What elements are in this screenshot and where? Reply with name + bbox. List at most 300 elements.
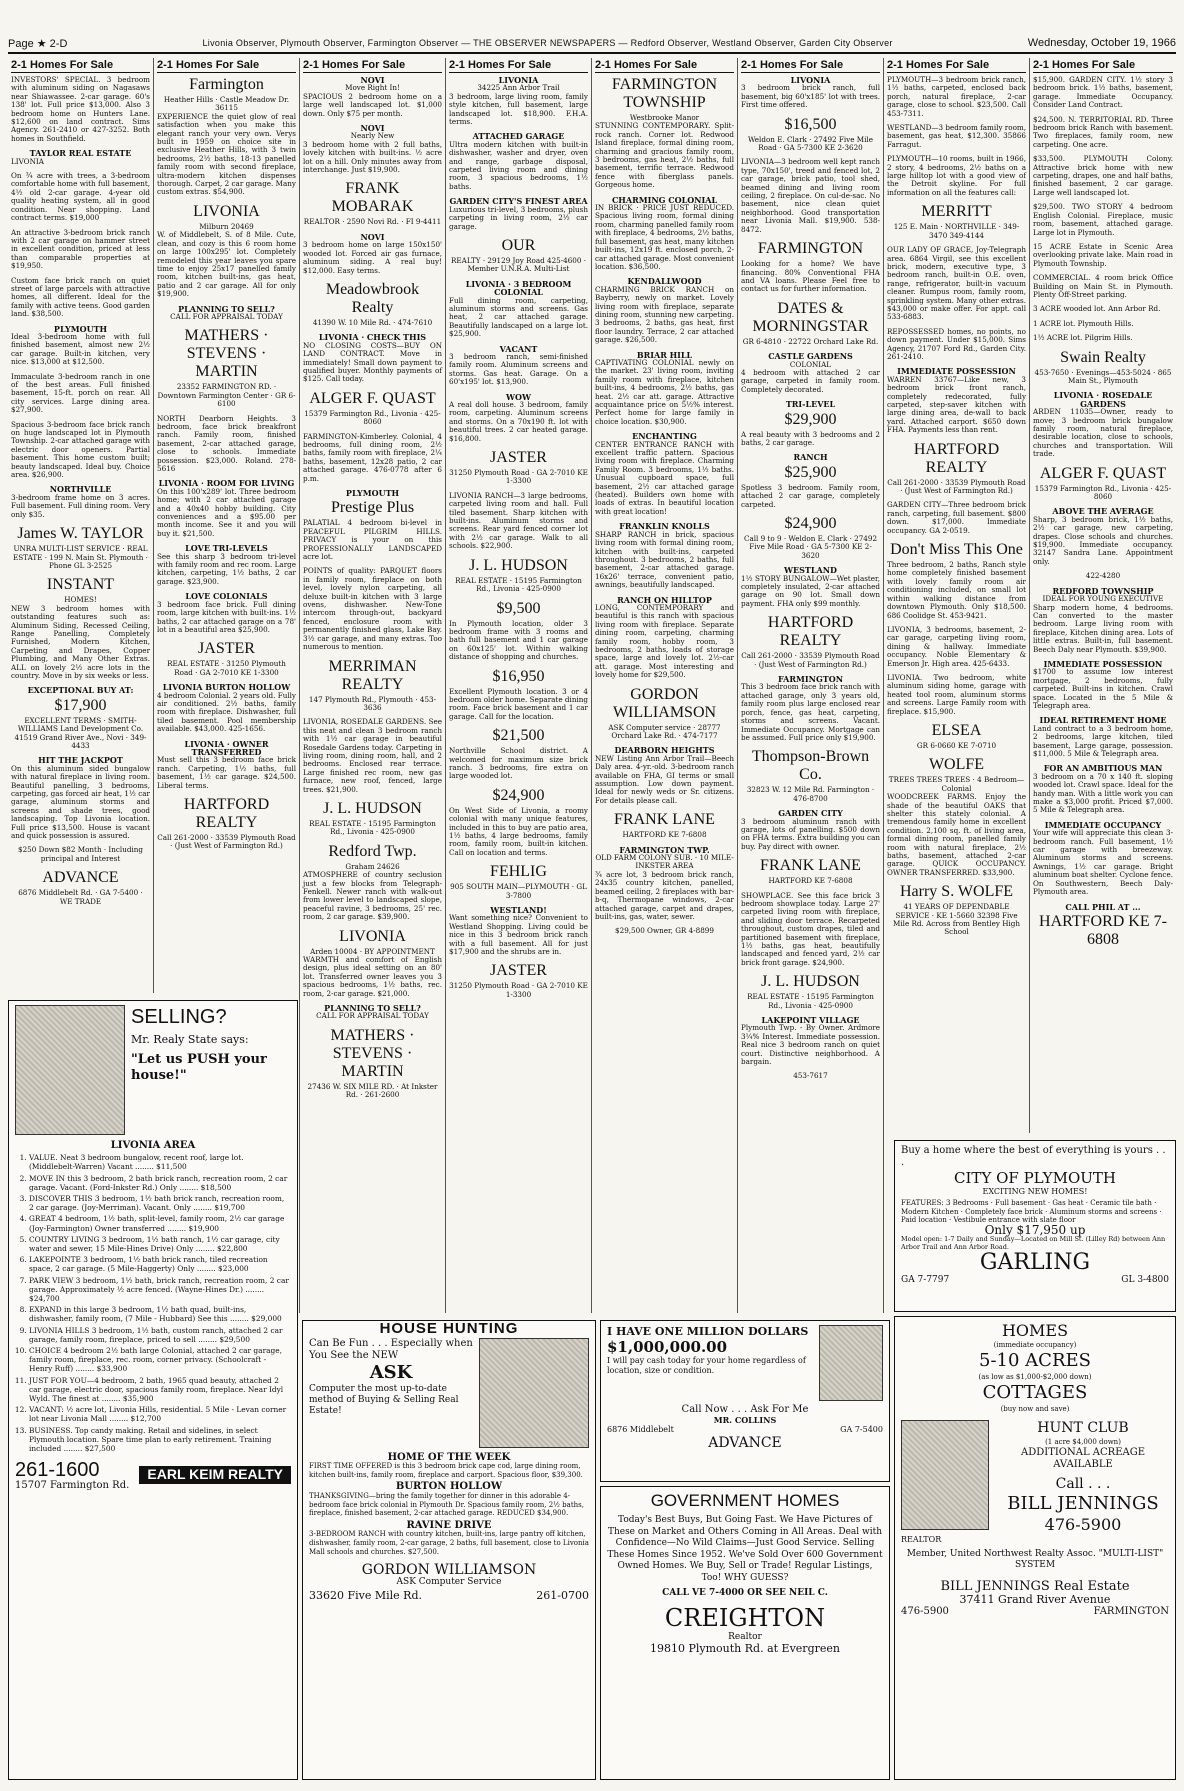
classified-ad bbox=[887, 76, 1026, 118]
ad-body: 3 bedroom on a 70 x 140 ft. sloping wooded lot. Crawl space. Ideal for the handy man. With a little work you can make a $3,000 profit. Priced $7,000. 5 Mile & Telegraph area. bbox=[1033, 771, 1173, 815]
ad-display-name: Prestige Plus bbox=[330, 499, 415, 517]
ad-contact: 34225 Ann Arbor Trail bbox=[477, 83, 560, 93]
plymouth-intro: Buy a home where the best of everything is yours . . . bbox=[901, 1145, 1166, 1168]
ad-heading: NOVI bbox=[360, 231, 385, 242]
classified-ad bbox=[595, 196, 734, 272]
jennings-immediate: (immediate occupancy) bbox=[993, 1341, 1077, 1349]
classified-ad bbox=[157, 640, 296, 677]
plymouth-exciting: EXCITING NEW HOMES! bbox=[982, 1187, 1088, 1196]
classified-ad bbox=[449, 863, 588, 900]
ad-body: COMMERCIAL. 4 room brick Office Building on Main St. in Plymouth. Plenty Off-Street parking. bbox=[1033, 273, 1173, 299]
ad-contact: CALL FOR APPRAISAL TODAY bbox=[170, 311, 283, 321]
jennings-firm: BILL JENNINGS Real Estate bbox=[940, 1579, 1130, 1594]
ad-body: 15 ACRE Estate in Scenic Area overlooking private lake. Main road in Plymouth Township. bbox=[1033, 241, 1173, 268]
classified-ad bbox=[303, 180, 442, 226]
million-dollars-ad bbox=[600, 1320, 890, 1482]
classified-ad bbox=[303, 124, 442, 174]
ad-heading: KENDALLWOOD bbox=[627, 276, 702, 287]
ad-body: See this sharp 3 bedroom tri-level with family room and rec room. Large kitchen, carpeting, 1½ baths, 2 car garage. $23,900. bbox=[157, 551, 296, 586]
ad-body: Immaculate 3-bedroom ranch in one of the best areas. Full finished basement, 15-ft. porch on rear. All city services. Large dining area. $27,900. bbox=[11, 371, 150, 415]
classified-ad bbox=[741, 453, 880, 509]
masthead-title: Livonia Observer, Plymouth Observer, Farmington Observer — THE OBSERVER NEWSPAPERS — Redford Observer, Westland Observer, Garden City Observer bbox=[202, 38, 893, 48]
page-number: Page ★ 2-D bbox=[8, 37, 68, 50]
ad-body: Land contract to a 3 bedroom home, 2 bedrooms, large kitchen, tiled basement, Large garage, possession. $11,000. 5 Mile & Telegraph area. bbox=[1033, 723, 1173, 758]
classified-ad bbox=[741, 675, 880, 742]
ad-display-name: DATES & MORNINGSTAR bbox=[752, 299, 869, 335]
ad-heading: CHARMING COLONIAL bbox=[611, 194, 718, 205]
ad-display-name: Swain Realty bbox=[1060, 348, 1146, 366]
ad-body: 3 bedroom aluminum ranch with garage, lots of panelling. $500 down on FHA terms. Extra building you can buy. Pay direct with owner. bbox=[741, 816, 880, 851]
classified-ad bbox=[1033, 76, 1173, 110]
ad-display-name: $21,500 bbox=[492, 727, 545, 745]
ad-heading: LIVONIA bbox=[790, 75, 831, 85]
ad-heading: PLANNING TO SELL? bbox=[324, 1003, 421, 1014]
classified-ad bbox=[11, 576, 150, 680]
ad-display-name: Farmington bbox=[189, 76, 264, 93]
bill-jennings-ad bbox=[894, 1316, 1176, 1780]
jennings-member: Member, United Northwest Realty Assoc. "MULTI-LIST" SYSTEM bbox=[906, 1549, 1164, 1570]
classified-ad bbox=[741, 1072, 880, 1080]
ad-display-name: ALGER F. QUAST bbox=[1039, 464, 1167, 482]
ad-heading: LIVONIA · ROOM FOR LIVING bbox=[158, 478, 295, 489]
ad-body: Custom face brick ranch on quiet street of large parcels with attractive homes, all different. Ideal for the family with active teens. Good garden land. $38,500. bbox=[11, 275, 150, 319]
ad-body: 3 bedroom face brick. Full dining room, large kitchen with built-ins. 1½ baths, 2 car attached garage on a 78' lot in a beautiful area $25,900. bbox=[157, 599, 296, 634]
classified-ad bbox=[595, 811, 734, 839]
ad-display-name: WOLFE bbox=[928, 756, 985, 774]
classified-column bbox=[8, 58, 154, 993]
classified-ad bbox=[157, 76, 296, 197]
million-headline: I HAVE ONE MILLION DOLLARS bbox=[607, 1325, 809, 1338]
listing-item: 10. CHOICE 4 bedroom 2½ bath large Colonial, attached 2 car garage, family room, fireplace, rec. room, corner privacy. (Schoolcraft - Henry Ruff) ........ $33,900 bbox=[29, 1346, 291, 1374]
garling-phone-2: GL 3-4800 bbox=[1121, 1274, 1169, 1285]
classified-ad bbox=[741, 116, 880, 153]
ad-body: ¾ acre lot, 3 bedroom brick ranch, 24x35 country kitchen, panelled, beamed ceiling, 2 fireplaces with bar-b-q, Thermopane windows, 2-car attached garage, carpet and drapes, built-ins, gas, water, sewer. bbox=[595, 869, 734, 921]
ad-body: CENTER ENTRANCE RANCH with excellent traffic pattern. Spacious living room with fireplace. Charming Family Room. 3 bedrooms, 1½ baths. Unusual cupboard space, full basement, 2½ car attached garage (heated). Builders own home with loads of extras. In beautiful location with great location! bbox=[595, 439, 734, 516]
listing-item: 6. LAKEPOINTE 3 bedroom, 1½ bath brick ranch, tiled recreation space, 2 car garage. (5 Mile-Haggerty) Only ........ $23,000 bbox=[29, 1255, 291, 1273]
ad-heading: PLANNING TO SELL? bbox=[178, 303, 275, 314]
ad-display-name: Meadowbrook Realty bbox=[325, 280, 420, 316]
ad-body: Northville School district. A welcomed for maximum size brick ranch. 3 bedrooms, fire extra on large wooded lot. bbox=[449, 746, 588, 781]
ad-heading: WESTLAND! bbox=[490, 905, 547, 916]
classified-ad bbox=[1033, 274, 1173, 299]
ad-body: 3-bedroom frame home on 3 acres. Full basement. Full dining room. Very only $35. bbox=[11, 492, 150, 519]
ad-body: 3 bedroom ranch, semi-finished family room. Aluminum screens and storms. Gas heat. Garage. On a 60'x195' lot. $13,900. bbox=[449, 351, 588, 387]
ad-body: SHOWPLACE. See this face brick 3 bedroom showplace today. Large 27' carpeted living room with fireplace, and sliding door terrace. Recarpeted throughout, custom drapes, tiled and partitioned basement with fireplace, 1½ baths, gas heat, beautifully landscaped and fenced yard, 2½ car brick front garage. $24,900. bbox=[741, 890, 880, 967]
garling-name: GARLING bbox=[979, 1249, 1091, 1275]
column-heading: 2-1 Homes For Sale bbox=[303, 58, 442, 73]
classified-ad bbox=[303, 567, 442, 651]
ad-contact: ASK Computer service · 28777 Orchard Lake Rd. · 474-7177 bbox=[608, 722, 721, 740]
classified-ad bbox=[741, 748, 880, 803]
jennings-call: Call . . . bbox=[1055, 1476, 1111, 1492]
ad-heading: TAYLOR REAL ESTATE bbox=[29, 148, 132, 159]
ad-body: $33,500. PLYMOUTH Colony. Attractive brick home with new carpeting, drapes, one and half baths, finished basement, 2 car garage. Large well landscaped lot. bbox=[1033, 154, 1173, 197]
classified-ad bbox=[741, 614, 880, 669]
ad-heading: EXCEPTIONAL BUY AT: bbox=[27, 685, 134, 696]
classified-ad bbox=[595, 686, 734, 741]
ad-contact: 41390 W. 10 Mile Rd. · 474-7610 bbox=[312, 317, 433, 327]
city-of-plymouth-ad bbox=[894, 1140, 1176, 1312]
classified-ad bbox=[741, 1016, 880, 1066]
ad-heading: LIVONIA BURTON HOLLOW bbox=[162, 682, 291, 693]
ad-display-name: $17,900 bbox=[54, 696, 107, 714]
ad-display-name: JASTER bbox=[490, 449, 547, 467]
ad-body: OUR LADY OF GRACE, Joy-Telegraph area. 6864 Virgil, see this excellent brick, modern, executive type, 3 bedroom ranch, built-in O.E. oven, range, refrigerator, built-in vacuum cleaner. Rumpus room, family room, sprinkling system. Many other extras. $43,000 or make offer. For appt. call 533-6883. bbox=[887, 245, 1026, 322]
computer-illustration bbox=[479, 1338, 589, 1448]
ad-display-name: OUR bbox=[501, 236, 536, 254]
column-heading: 2-1 Homes For Sale bbox=[11, 58, 150, 73]
classified-ad bbox=[157, 683, 296, 733]
ad-heading: LOVE COLONIALS bbox=[185, 591, 268, 602]
ad-body: 3 bedroom home with 2 full baths, lovely kitchen with built-ins. ½ acre lot on a hill. Only minutes away from interchange. Just $19,900. bbox=[303, 139, 442, 175]
ad-contact: REAL ESTATE · 15195 Farmington Rd., Livonia · 425-0900 bbox=[747, 992, 874, 1010]
classified-ad bbox=[1033, 507, 1173, 566]
ad-display-name: FEHLIG bbox=[490, 863, 547, 881]
ad-heading: NORTHVILLE bbox=[49, 484, 112, 495]
ad-body: WARREN 33767—Like new, 3 bedroom brick front ranch, completely redecorated, fully carpeted, step-saver kitchen with large dining area, de-wall to back yard. Attached carport. $650 down FHA. Payments less than rent. bbox=[887, 374, 1026, 435]
classified-ad bbox=[595, 522, 734, 589]
classified-ad bbox=[449, 962, 588, 999]
jennings-address: 37411 Grand River Avenue bbox=[959, 1593, 1111, 1606]
ad-contact: 6876 Middlebelt Rd. · GA 7-5400 · WE TRADE bbox=[18, 888, 143, 906]
ad-heading: BRIAR HILL bbox=[636, 349, 693, 360]
ad-heading: GARDEN CITY bbox=[778, 808, 843, 819]
ad-body: A real doll house. 3 bedroom, family room, carpeting. Aluminum screens and storms. On a 70x190 ft. lot with beautiful trees. 2 car heated garage. $16,800. bbox=[449, 400, 588, 443]
classified-ad bbox=[303, 281, 442, 327]
classified-ad bbox=[887, 883, 1026, 937]
ravine-heading: RAVINE DRIVE bbox=[406, 1519, 492, 1531]
ad-body: FARMINGTON-Kimberley. Colonial, 4 bedrooms, full dining room, 2½ baths, family room with fireplace, 2¼ baths, basement, 12x28 patio, 2 car attached garage. 476-0778 after 6 p.m. bbox=[303, 431, 442, 483]
classified-ad bbox=[1033, 243, 1173, 268]
ad-contact: GR 6-0660 KE 7-0710 bbox=[916, 740, 997, 750]
ad-contact: REALTOR · 2590 Novi Rd. · FI 9-4411 bbox=[303, 217, 442, 227]
classified-ad bbox=[887, 367, 1026, 434]
jennings-hunt: HUNT CLUB bbox=[1037, 1420, 1129, 1436]
ad-display-name: FARMINGTON TOWNSHIP bbox=[611, 76, 718, 111]
ad-display-name: ELSEA bbox=[931, 721, 982, 739]
column-heading: 2-1 Homes For Sale bbox=[595, 58, 734, 73]
ad-contact: Graham 24626 bbox=[345, 861, 400, 871]
ad-body: Ideal 3-bedroom home with full finished basement, almost new 2½ car garage. Built-in kitchen, very nice. $13,000 at $12,500. bbox=[11, 331, 150, 367]
ad-body: CAPTIVATING COLONIAL newly on the market. 23' living room, inviting family room with fireplace, kitchen built-ins, 4 bedrooms, 2½ baths, gas heat. 2½ car att. garage. Attractive acquaintance price on 5½% interest. Perfect home for large family in choice location. $30,900. bbox=[595, 357, 734, 426]
ad-body: NORTH Dearborn Heights. 3 bedroom, face brick breakfront ranch. Family room, finished basement, 2-car attached garage, close to schools. Immediate possession. $23,000. Roland. 278-5616 bbox=[157, 413, 296, 473]
ad-heading: IMMEDIATE POSSESSION bbox=[1043, 658, 1163, 669]
million-amount: $1,000,000.00 bbox=[607, 1338, 728, 1356]
ad-body: INVESTORS' SPECIAL. 3 bedroom with aluminum siding on Nagasaws near Shiawassee. 2-car garage. 60's 138' lot. Full price $13,000. Also 3 bedroom home on Hunters Lane. $12,600 on land contract. Sims Agency. 261-2410 or 427-3252. Both homes in Southfield. bbox=[11, 75, 150, 143]
ad-display-name: $16,500 bbox=[784, 115, 837, 133]
ad-contact: COLONIAL bbox=[789, 359, 832, 369]
classified-ad bbox=[887, 722, 1026, 750]
ad-contact: Heather Hills · Castle Meadow Dr. 36115 bbox=[163, 95, 290, 113]
classified-ad bbox=[449, 557, 588, 594]
classified-ad bbox=[741, 300, 880, 346]
classified-ad bbox=[595, 351, 734, 427]
ad-body: ARDEN 11035—Owner, ready to move; 3 bedroom brick bungalow family room, natural fireplace, desirable location, close to schools, churches and transportation. Will trade. bbox=[1033, 407, 1173, 459]
ad-body: NEW 3 bedroom homes with outstanding features such as: Aluminum Siding, Recessed Ceiling, Range Panelling, Completely Furnished, Modern Kitchen, Carpeting and Drapes, Copper Plumbing, and Many Other Extras. ALL on lovely 2½ acre lots in the country. Move in by six weeks or less. bbox=[11, 603, 150, 680]
listing-item: 11. JUST FOR YOU—4 bedroom, 2 bath, 1965 quad beauty, attached 2 car garage, electric door, spacious family room, fireplace. Near Idyl Wyld. The finest at ........ $35,900 bbox=[29, 1376, 291, 1404]
classified-ad bbox=[1033, 660, 1173, 710]
listing-list bbox=[15, 1153, 291, 1453]
jennings-city: FARMINGTON bbox=[1093, 1606, 1169, 1617]
ad-body: 3 bedroom home on large 150x150' wooded lot. Forced air gas furnace, aluminum siding. A real buy! $12,000. Easy terms. bbox=[303, 240, 442, 275]
jennings-homes: HOMES bbox=[1001, 1321, 1069, 1340]
column-heading: 2-1 Homes For Sale bbox=[157, 58, 296, 73]
mr-realy-text: Mr. Realy State says: bbox=[131, 1033, 249, 1046]
classified-column bbox=[446, 58, 592, 1313]
house-hunting-ad bbox=[302, 1320, 596, 1780]
ad-contact: 15379 Farmington Rd., Livonia · 425-8060 bbox=[1034, 483, 1172, 502]
home-of-week-heading: HOME OF THE WEEK bbox=[387, 1451, 511, 1463]
ad-contact: 422-4280 bbox=[1085, 571, 1121, 581]
plymouth-model: Model open: 1-7 Daily and Sunday—Located on Mill St. (Lilley Rd) between Ann Arbor Trail and Ann Arbor Road. bbox=[901, 1234, 1166, 1251]
classified-ad bbox=[449, 132, 588, 191]
ad-heading: DEARBORN HEIGHTS bbox=[614, 745, 715, 756]
plymouth-price: Only $17,950 up bbox=[984, 1222, 1086, 1237]
ad-display-name: J. L. HUDSON bbox=[469, 556, 568, 574]
ad-body: On this aluminum sided bungalow with natural fireplace in living room. Beautiful panelling, 3 bedrooms, carpeting, gas forced air heat, 1½ car garage, aluminum storms and screens and shade trees, good landscaping. Top Livonia location. Full price $13,500. House is vacant and quick possession is assured. bbox=[11, 763, 150, 841]
ad-display-name: FRANK LANE bbox=[614, 811, 715, 829]
column-heading: 2-1 Homes For Sale bbox=[1033, 58, 1173, 73]
classified-ad bbox=[303, 333, 442, 383]
ad-display-name: HARTFORD REALTY bbox=[183, 796, 270, 831]
listing-item: 5. COUNTRY LIVING 3 bedroom, 1½ bath ranch, 1½ car garage, city water and sewer, 15 Mile-Hines Drive) Only ........ $22,800 bbox=[29, 1235, 291, 1253]
ad-contact: HOMES! bbox=[64, 595, 97, 605]
classified-ad bbox=[157, 415, 296, 474]
classified-ad bbox=[449, 906, 588, 956]
ad-heading: PLYMOUTH bbox=[345, 488, 400, 498]
ad-body: SHARP RANCH in brick, spacious living room with formal dining room, kitchen with built-ins, carpeted throughout. 3 bedrooms, 2 baths, full basement, 2-car attached garage. 16x26' terrace, convenient patio, awnings, beautifully landscaped. bbox=[595, 529, 734, 590]
williamson-sub: ASK Computer Service bbox=[396, 1577, 502, 1588]
williamson-name: GORDON WILLIAMSON bbox=[361, 1562, 537, 1579]
classified-ad bbox=[1033, 305, 1173, 313]
ad-body: EXPERIENCE the quiet glow of real satisfaction when you make this elegant ranch your very own. Verys built in 1959 on choice site in exclusive Heather Hills, with 3 twin bedrooms, 2½ baths, 18-13 panelled family room with second fireplace, ultra-modern kitchen dispenses thorough. Carpet, 2 car garage. Many custom extras. $54,900. bbox=[157, 111, 296, 197]
ad-body: Three bedroom, 2 baths, Ranch style home completely finished basement with lovely family room air conditioning included, on small lot within walking distance from downtown Plymouth. Only $18,500. 686 Coolidge St. 453-9421. bbox=[887, 560, 1026, 620]
ad-contact: Westbrooke Manor bbox=[629, 113, 700, 122]
ad-heading: FRANKLIN KNOLLS bbox=[619, 521, 710, 532]
keim-address: 15707 Farmington Rd. bbox=[15, 1480, 130, 1492]
classified-ad bbox=[449, 668, 588, 722]
ad-contact: Call 261-2000 · 33539 Plymouth Road · (Just West of Farmington Rd.) bbox=[157, 833, 296, 851]
column-heading: 2-1 Homes For Sale bbox=[887, 58, 1026, 73]
ad-contact: Move Right In! bbox=[345, 83, 400, 93]
ad-contact: Milburn 20469 bbox=[199, 221, 254, 231]
ad-body: LIVONIA, 3 bedrooms, basement, 2-car garage, carpeting living room, dining & hallway. Immediate occupancy. Noble Elementary & Emerson Jr. High area. 425-6433. bbox=[887, 624, 1026, 668]
listing-item: 4. GREAT 4 bedroom, 1½ bath, split-level, family room, 2½ car garage (Joy-Farmington) Owner transferred ........ $19,900 bbox=[29, 1214, 291, 1232]
classified-ad bbox=[1033, 764, 1173, 814]
classified-ad bbox=[449, 237, 588, 274]
ad-body: REPOSSESSED homes, no points, no down payment. Under $15,000. Sims Agency, 21707 Ford Rd., Garden City. 261-2410. bbox=[887, 326, 1026, 361]
classified-ad bbox=[1033, 716, 1173, 758]
ad-contact: REALTY · 29129 Joy Road 425-4600 · Member U.N.R.A. Multi-List bbox=[450, 255, 587, 274]
ad-heading: ABOVE THE AVERAGE bbox=[1052, 506, 1154, 517]
ad-body: PLYMOUTH—10 rooms, built in 1966, 2 story, 4 bedrooms, 2½ baths on a large hilltop lot with a good view of the Detroit skyline. For full information on all the features call: bbox=[887, 154, 1026, 197]
classified-ad bbox=[303, 718, 442, 794]
ad-body: On this 100'x289' lot. Three bedroom home; with 2 car attached garage and a 40x40 hobby building. City conveniences and a $95.00 per month income. See it and you will buy it. $21,500. bbox=[157, 486, 296, 538]
plymouth-title: CITY OF PLYMOUTH bbox=[954, 1169, 1116, 1187]
ad-heading: GARDEN CITY'S FINEST AREA bbox=[449, 196, 588, 207]
keim-phone: 261-1600 bbox=[15, 1459, 100, 1482]
ad-body: Want something nice? Convenient to Westland Shopping. Living could be nice in this 3 bedroom brick ranch with a full basement. All for just $17,900 and the shrubs are in. bbox=[449, 913, 588, 957]
classified-ad bbox=[1033, 391, 1173, 458]
classified-ad bbox=[303, 1027, 442, 1100]
million-phone: GA 7-5400 bbox=[840, 1425, 883, 1434]
classified-ad bbox=[303, 233, 442, 275]
ad-display-name: HARTFORD REALTY bbox=[913, 440, 1000, 476]
ad-contact: Weldon E. Clark · 27492 Five Mile Road · GA 5-7300 KE 2-3620 bbox=[748, 134, 873, 153]
ad-body: Excellent Plymouth location. 3 or 4 bedroom older home. Separate dining room. Face brick basement and 1 car garage. Call for the location. bbox=[449, 686, 588, 721]
selling-heading: SELLING? bbox=[131, 1006, 227, 1028]
classified-ad bbox=[741, 76, 880, 110]
ad-body: 1½ STORY BUNGALOW—Wet plaster, completely insulated, 2-car attached garage on 90 lot. Small down payment. FHA only $99 monthly. bbox=[741, 573, 880, 608]
house-illustration bbox=[15, 1005, 125, 1135]
classified-ad bbox=[887, 441, 1026, 496]
jennings-name: BILL JENNINGS bbox=[1007, 1493, 1159, 1514]
classified-column bbox=[300, 58, 446, 1313]
classified-ad bbox=[157, 327, 296, 408]
ad-heading: ENCHANTING bbox=[632, 431, 697, 442]
classified-ad bbox=[303, 433, 442, 483]
ad-display-name: HARTFORD KE 7-6808 bbox=[1039, 912, 1167, 948]
listing-item: 7. PARK VIEW 3 bedroom, 1½ bath, brick ranch, recreation room, 2 car garage. Approximately ½ acre fenced. (Wayne-Hines Dr.) ........ $24,700 bbox=[29, 1276, 291, 1304]
classified-ad bbox=[595, 846, 734, 922]
computer-text: Computer the most up-to-date method of Buying & Selling Real Estate! bbox=[309, 1383, 459, 1416]
listing-item: 3. DISCOVER THIS 3 bedroom, 1½ bath brick ranch, recreation room, 2 car garage. (Joy-Merriman). Vacant. Only ........ $19,700 bbox=[29, 1194, 291, 1212]
ad-contact: 15379 Farmington Rd., Livonia · 425-8060 bbox=[304, 408, 441, 427]
ad-body: Must sell this 3 bedroom face brick ranch. Carpeting, 1½ baths, full basement, 1½ car garage. $24,500. Liberal terms. bbox=[157, 755, 296, 790]
million-name: MR. COLLINS bbox=[713, 1415, 777, 1425]
classified-ad bbox=[741, 352, 880, 394]
classified-ad bbox=[887, 501, 1026, 535]
government-call: CALL VE 7-4000 OR SEE NEIL C. bbox=[662, 1588, 828, 1598]
ad-body: ATMOSPHERE of country seclusion just a few blocks from Telegraph-Fenkell. Newer ranch with walk-out from lower level to landscaped slope, peaceful ravine, 3 bedrooms, 25' rec. room, 2 car garage. $39,900. bbox=[303, 870, 442, 922]
ad-display-name: J. L. HUDSON bbox=[761, 973, 860, 991]
ad-body: W. of Middlebelt, S. of 8 Mile. Cute, clean, and cozy is this 6 room home on large 100x295' lot. Completely remodeled this year leaves you spare time to enjoy 25x17 panelled family room, kitchen built-ins, gas heat, patio and 2 car garage. All for only $19,900. bbox=[157, 230, 296, 299]
ad-contact: 905 SOUTH MAIN—PLYMOUTH · GL 3-7800 bbox=[450, 882, 587, 900]
ad-contact: 32823 W. 12 Mile Rd. Farmington · 476-8700 bbox=[746, 785, 875, 803]
classified-ad bbox=[157, 305, 296, 322]
listing-item: 2. MOVE IN this 3 bedroom, 2 bath brick ranch, recreation room, 2 car garage. Vacant. (Ford-Inkster Rd.) Only ........ $18,500 bbox=[29, 1174, 291, 1192]
ad-body: $15,900. GARDEN CITY. 1½ story 3 bedroom brick. 1½ baths, basement, garage. Immediate Occupancy. Consider Land Contract. bbox=[1033, 75, 1173, 110]
classified-ad bbox=[741, 892, 880, 968]
ad-display-name: James W. TAYLOR bbox=[17, 525, 144, 543]
ad-heading: TRI-LEVEL bbox=[785, 399, 836, 410]
ad-display-name: Redford Twp. bbox=[328, 842, 417, 860]
classified-ad bbox=[303, 390, 442, 427]
classified-ad bbox=[11, 149, 150, 166]
ad-body: CHARMING BRICK RANCH on Bayberry, newly on market. Lovely living room with fireplace, separate dining room, stunning new carpeting. 3 bedrooms, 2 baths, gas heat, first floor laundry. Terrace, 2 car attached garage. $26,500. bbox=[595, 284, 734, 345]
classified-ad bbox=[741, 857, 880, 885]
listing-item: 1. VALUE. Neat 3 bedroom bungalow, recent roof, large lot. (Middlebelt-Warren) Vacant ........ $11,500 bbox=[29, 1153, 291, 1171]
williamson-address: 33620 Five Mile Rd. bbox=[309, 1588, 422, 1602]
ad-body: In Plymouth location, older 3 bedroom frame with 3 rooms and bath full basement and 1 car garage on 60x125' lot. Within walking distance of shopping and churches. bbox=[449, 618, 588, 662]
ad-body: Luxurious tri-level, 3 bedrooms, plush carpeting in living room, 2½ car garage. bbox=[449, 204, 588, 231]
ad-contact: 453-7617 bbox=[793, 1071, 828, 1081]
garling-phone-1: GA 7-7797 bbox=[901, 1274, 950, 1285]
ad-contact: HARTFORD KE 7-6808 bbox=[768, 876, 853, 886]
ad-body: Looking for a home? We have financing. 80% Conventional FHA and VA loans. Please Feel free to contact us for further information. bbox=[741, 259, 880, 294]
classified-ad bbox=[303, 800, 442, 837]
classified-ad bbox=[11, 756, 150, 840]
ad-body: 4 bedroom with attached 2 car garage, carpeted in family room. Completely decorated. bbox=[741, 367, 880, 394]
classified-ad bbox=[449, 492, 588, 551]
classified-ad bbox=[157, 740, 296, 790]
ad-body: LIVONIA bbox=[11, 156, 44, 166]
ad-display-name: $25,900 bbox=[784, 463, 837, 481]
ad-heading: LIVONIA · CHECK THIS bbox=[318, 332, 427, 343]
column-heading: 2-1 Homes For Sale bbox=[449, 58, 588, 73]
ad-heading: VACANT bbox=[499, 343, 538, 354]
classified-ad bbox=[11, 325, 150, 367]
ad-body: An attractive 3-bedroom brick ranch with 2 car garage on hammer street in excellent condition, priced at less than comparable properties at $19,950. bbox=[11, 227, 150, 271]
classified-ad bbox=[595, 432, 734, 516]
jennings-photo bbox=[901, 1420, 989, 1530]
classified-ad bbox=[303, 1004, 442, 1021]
classified-ad bbox=[595, 746, 734, 805]
ad-heading: CASTLE GARDENS bbox=[768, 351, 853, 362]
ad-body: LONG, CONTEMPORARY and beautiful is this ranch with spacious living room with fireplace. Separate dining room, carpeting, charming family room, hobby room, 3 bedrooms, 2 baths, loads of storage space, large and lovely lot. 2½-car att. garage. Most interesting and lovely home for $29,500. bbox=[595, 602, 734, 680]
classified-ad bbox=[157, 479, 296, 538]
classified-ad bbox=[1033, 155, 1173, 197]
ad-body: NO CLOSING COSTS—BUY ON LAND CONTRACT. Move in immediately! Small down payment to qualified buyer. Monthly payments of $125. Call today. bbox=[303, 340, 442, 384]
classified-column bbox=[592, 58, 738, 1313]
ad-body: 4 bedroom Colonial. 2 years old. Fully air conditioned. 2½ baths, family room with fireplace. Dishwasher, full tiled basement. Pool membership available. $43,000. 425-1656. bbox=[157, 690, 296, 734]
classified-ad bbox=[157, 544, 296, 586]
ad-heading: WESTLAND bbox=[784, 565, 837, 576]
classified-ad bbox=[887, 674, 1026, 716]
ad-body: Plymouth Twp. - By Owner. Ardmore 3¼% Interest. Immediate possession. Real nice 3 bedroom ranch on quiet court. Distinctive neighborhood. A bargain. bbox=[741, 1023, 880, 1067]
ad-contact: 125 E. Main · NORTHVILLE · 349-3470 349-4144 bbox=[893, 222, 1020, 240]
ad-body: WOODCREEK FARMS. Enjoy the shade of the beautiful OAKS that shelter this stately colonial. A tremendous family home in excellent condition. 2,100 sq. ft. of living area, formal dining room, panelled family room with natural fireplace, 2½ baths, basement, attached 2-car garage. QUICK OCCUPANCY. OWNER TRANSFERRED. $33,900. bbox=[887, 792, 1026, 877]
classified-ad bbox=[887, 541, 1026, 620]
ad-heading: PLYMOUTH bbox=[53, 323, 108, 334]
jennings-phone: 476-5900 bbox=[1044, 1515, 1122, 1534]
ad-body: LIVONIA—3 bedroom well kept ranch type, 70x150', treed and fenced lot, 2 car garage, brick patio, tool shed, beamed dining and living room ceiling, 2 fireplace. On cul-de-sac. No basement, nice clean quiet neighborhood. Good transportation near Livonia Mall. $19,900. 538-8472. bbox=[741, 157, 880, 234]
ad-body: 3 bedroom, large living room, family style kitchen, full basement, large landscaped lot. $18,900. F.H.A. terms. bbox=[449, 91, 588, 127]
classified-ad bbox=[11, 846, 150, 863]
ad-display-name: J. L. HUDSON bbox=[323, 799, 422, 817]
ad-body: SPACIOUS 2 bedroom home on a large well landscaped lot. $1,000 down. Only $75 per month. bbox=[303, 91, 442, 118]
ad-contact: $29,500 Owner, GR 4-8899 bbox=[615, 926, 714, 936]
ad-contact: REAL ESTATE · 15195 Farmington Rd., Livonia · 425-0900 bbox=[309, 818, 436, 837]
ad-body: PLYMOUTH—3 bedroom brick ranch, 1½ baths, carpeted, enclosed back porch, natural fireplace, 2-car garage, close to school. $23,500. Call 453-7311. bbox=[887, 75, 1026, 118]
ad-heading: LIVONIA · 3 BEDROOM COLONIAL bbox=[465, 278, 572, 298]
classified-ad bbox=[741, 973, 880, 1010]
creighton-sub: Realtor bbox=[728, 1631, 762, 1642]
ad-contact: EXCELLENT TERMS · SMITH-WILLIAMS Land Development Co. 41519 Grand River Ave., Novi · 349-4433 bbox=[14, 715, 147, 750]
ad-heading: REDFORD TOWNSHIP bbox=[1052, 585, 1154, 596]
ad-heading: LIVONIA bbox=[498, 75, 539, 85]
classified-ad bbox=[595, 277, 734, 344]
jennings-additional: ADDITIONAL ACREAGE AVAILABLE bbox=[1020, 1447, 1146, 1470]
ad-contact: 31250 Plymouth Road · GA 2-7010 KE 1-3300 bbox=[449, 468, 588, 486]
ad-body: STUNNING CONTEMPORARY. Split-rock ranch. Corner lot. Redwood Island fireplace, formal dining room, charming and gracious family room, 3 bedrooms, gas heat, 2½ baths, full basement, terrific terrace. Redwood fence with fiberglass panels. Gorgeous home. bbox=[595, 121, 734, 190]
williamson-phone: 261-0700 bbox=[536, 1588, 589, 1602]
classified-ad bbox=[1033, 334, 1173, 342]
classified-ad bbox=[1033, 203, 1173, 237]
ad-body: IN BRICK · PRICE JUST REDUCED. Spacious living room, formal dining room, charming panelled family room with fireplace, 4 bedrooms, 2½ baths, full basement, gas heat, many kitchen built-ins, 12x19 ft. enclosed porch, 2-car attached garage. Most convenient location. $36,500. bbox=[595, 203, 734, 271]
ad-body: $24,500. N. TERRITORIAL RD. Three bedroom brick Ranch with basement. Two fireplaces, family room, new carpeting. One acre. bbox=[1033, 114, 1173, 149]
ad-display-name: MERRITT bbox=[921, 203, 992, 221]
ad-body: Sharp modern home, 4 bedrooms. Can converted to the master bedroom. Large living room with fireplace, Kitchen dining area. Lots of little extras. Built-in, full basement. Beech Daly near Plymouth. $39,900. bbox=[1033, 602, 1173, 654]
classified-ad bbox=[741, 809, 880, 851]
ad-heading: LAKEPOINT VILLAGE bbox=[761, 1015, 860, 1026]
classified-ad bbox=[157, 796, 296, 851]
classified-ad bbox=[741, 566, 880, 608]
million-call: Call Now . . . Ask For Me bbox=[681, 1404, 809, 1415]
creighton-name: CREIGHTON bbox=[664, 1603, 826, 1632]
ad-body: Ultra modern kitchen with built-in dishwasher, washer and dryer, oven and range, garbage disposal, carpeted living room and dining room, 3 spacious bedrooms, 1½ baths. bbox=[449, 139, 588, 191]
classified-ad bbox=[449, 600, 588, 662]
